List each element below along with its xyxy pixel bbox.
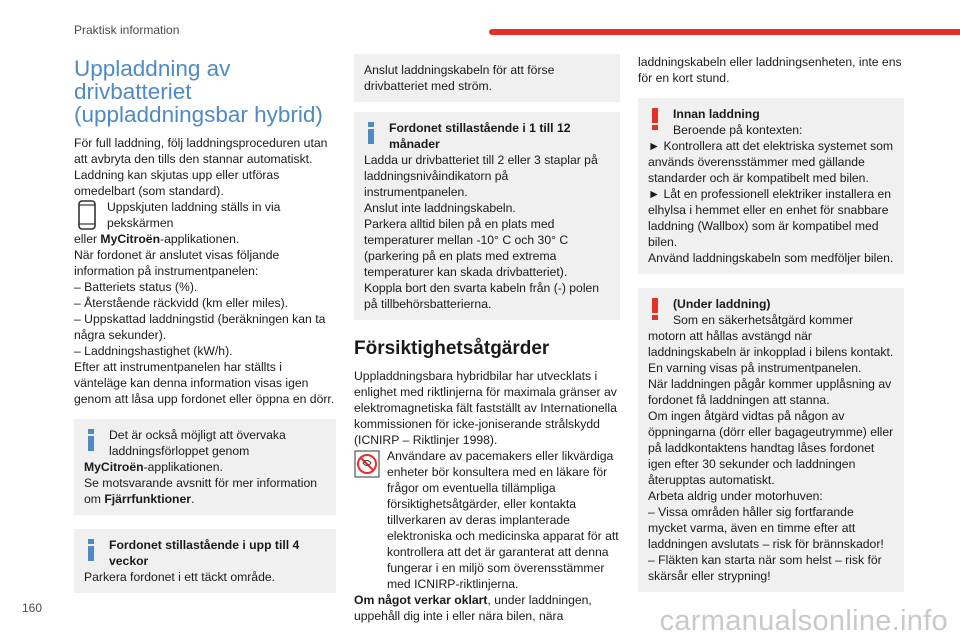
pacemaker-warning-icon xyxy=(354,449,380,479)
paragraph-touchscreen: Uppskjuten laddning ställs in via pekskärmen xyxy=(107,200,281,230)
column-3 xyxy=(638,54,904,602)
page-number: 160 xyxy=(22,601,43,615)
info-box-monitoring: Det är också möjligt att övervaka laddningsförloppet genom MyCitroën-applikationen. Se motsvarande avsnitt för mer information om Fjärrfunktioner. xyxy=(74,419,336,515)
paragraph-connected-info: När fordonet är anslutet visas följande information på instrumentpanelen: xyxy=(74,248,280,278)
list-item: – Återstående räckvidd (km eller miles). xyxy=(74,296,289,310)
smartphone-icon xyxy=(74,200,100,230)
paragraph-deferred-charge: Laddning kan skjutas upp eller utföras omedelbart (som standard). xyxy=(74,168,280,198)
info-icon xyxy=(84,539,100,561)
section-heading-precautions: Försiktighetsåtgärder xyxy=(354,338,550,359)
paragraph-full-charge: För full laddning, följ laddningsproceduren utan att avbryta den tills den stannar automatiskt. xyxy=(74,136,328,166)
touchscreen-row xyxy=(74,199,336,231)
list-item: – Uppskattad laddningstid (beräkningen kan ta några sekunder). xyxy=(74,312,326,342)
box-connect-cable: Anslut laddningskabeln för att förse drivbatteriet med ström. xyxy=(354,54,620,102)
info-icon xyxy=(84,429,100,451)
warning-box-during-charging: (Under laddning) Som en säkerhetsåtgärd kommer motorn att hållas avstängd när laddningskabeln är inkopplad i bilens kontakt. En varning visas på instrumentpanelen. När laddningen pågår kommer upplåsning av fordonet få laddningen att stanna. Om ingen åtgärd vidtas på någon av öppningarna (dörr eller bagageutrymme) eller på laddkontaktens handtag låses fordonet igen efter 30 sekunder och laddningen återupptas automatiskt. Arbeta aldrig under motorhuven: – Vissa områden håller sig fortfarande mycket varma, även en timme efter att laddningen avslutats – risk för brännskador! – Fläkten kan starta när som helst – risk för skärsår eller strypning! xyxy=(638,288,904,592)
list-item: – Laddningshastighet (kW/h). xyxy=(74,344,233,358)
paragraph-pacemaker: Användare av pacemakers eller likvärdiga enheter bör konsultera med en läkare för frågor om eventuella tillämpliga försiktighetsåtgärder, eller kontakta tillverkaren av deras implanterade elektroniska och medicinska apparat för att kontrollera att det är garanterat att denna fungerar i en miljö som överensstämmer med ICNIRP-riktlinjerna. xyxy=(387,449,619,591)
section-heading-charging: Uppladdning av drivbatteriet (uppladdningsbar hybrid) xyxy=(74,56,323,127)
info-box-1-12-months: Fordonet stillastående i 1 till 12 månader Ladda ur drivbatteriet till 2 eller 3 staplar på laddningsnivåindikatorn på instrumentpanelen. Anslut inte laddningskabeln. Parkera alltid bilen på en plats med temperaturer mellan -10° C och 30° C (parkering på en plats med extrema temperaturer kan skada drivbatteriet). Koppla bort den svarta kabeln från (-) polen på tillbehörsbatterierna. xyxy=(354,112,620,320)
paragraph-app: eller MyCitroën-applikationen. xyxy=(74,232,240,246)
warning-icon xyxy=(648,108,664,130)
column-2 xyxy=(354,54,620,624)
paragraph-continued: laddningskabeln eller laddningsenheten, inte ens för en kort stund. xyxy=(638,55,902,85)
warning-icon xyxy=(648,298,664,320)
pacemaker-row xyxy=(354,448,620,592)
paragraph-standby: Efter att instrumentpanelen har ställts i vänteläge kan denna information visas igen genom att låsa upp fordonet eller öppna en dörr. xyxy=(74,360,335,406)
list-item: – Batteriets status (%). xyxy=(74,280,198,294)
column-1 xyxy=(74,57,336,603)
paragraph-unclear: Om något verkar oklart, under laddningen, uppehåll dig inte i eller nära bilen, nära xyxy=(354,593,592,623)
warning-box-before-charging: Innan laddning Beroende på kontexten: ► Kontrollera att det elektriska systemet som används överensstämmer med gällande standarder och är kompatibelt med bilen. ► Låt en professionell elektriker installera en elhylsa i hemmet eller en enhet för snabbare laddning (Wallbox) som är kompatibel med bilen. Använd laddningskabeln som medföljer bilen. xyxy=(638,98,904,274)
header-title: Praktisk information xyxy=(74,23,180,37)
info-box-4-weeks: Fordonet stillastående i upp till 4 veckor Parkera fordonet i ett täckt område. xyxy=(74,529,336,593)
info-icon xyxy=(364,122,380,144)
paragraph-icnirp: Uppladdningsbara hybridbilar har utvecklats i enlighet med riktlinjerna för maximala gränser av elektromagnetiska fält fastställt av Internationella kommissionen för icke-joniserande strålskydd (ICNIRP – Riktlinjer 1998). xyxy=(354,369,617,447)
watermark: carmanualsonline.info xyxy=(659,605,948,637)
header-red-bar xyxy=(489,29,960,35)
